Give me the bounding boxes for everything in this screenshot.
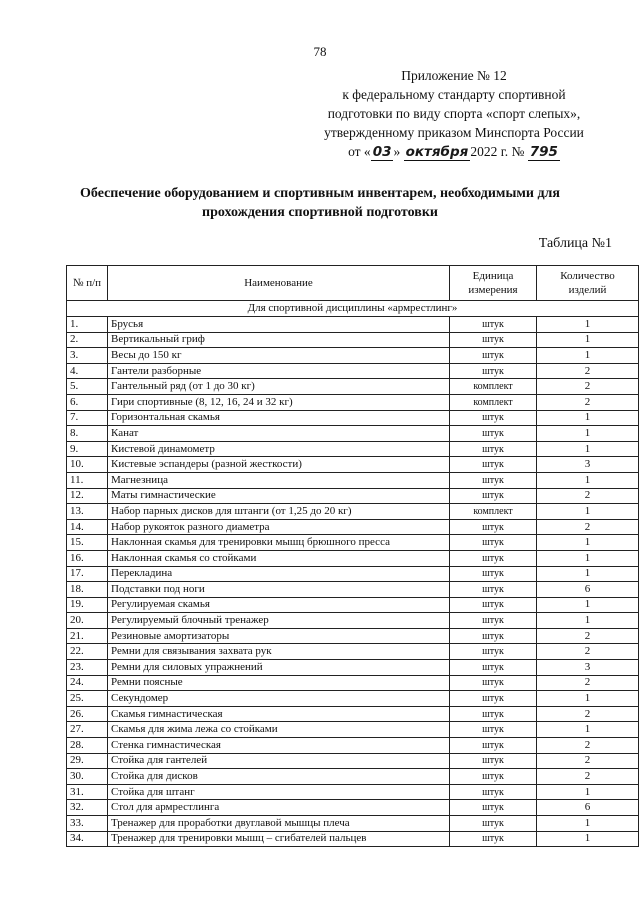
- row-quantity: 2: [537, 675, 639, 691]
- row-name: Гантели разборные: [108, 363, 450, 379]
- row-unit: штук: [450, 535, 537, 551]
- row-unit: штук: [450, 317, 537, 333]
- row-name: Подставки под ноги: [108, 582, 450, 598]
- table-row: [67, 394, 639, 410]
- row-quantity: 1: [537, 317, 639, 333]
- row-number: 25.: [67, 691, 108, 707]
- order-day: 03: [372, 144, 392, 160]
- table-row: [67, 535, 639, 551]
- row-name: Регулируемый блочный тренажер: [108, 613, 450, 629]
- row-number: 9.: [67, 441, 108, 457]
- appendix-line-2: к федеральному стандарту спортивной: [342, 87, 566, 102]
- table-row: [67, 644, 639, 660]
- row-unit: штук: [450, 706, 537, 722]
- appendix-line-4: утвержденному приказом Минспорта России: [324, 125, 584, 140]
- row-number: 15.: [67, 535, 108, 551]
- appendix-header: [304, 66, 604, 162]
- table-row: [67, 348, 639, 364]
- row-number: 26.: [67, 706, 108, 722]
- row-quantity: 1: [537, 426, 639, 442]
- row-unit: штук: [450, 722, 537, 738]
- row-quantity: 2: [537, 363, 639, 379]
- row-quantity: 1: [537, 784, 639, 800]
- table-row: [67, 597, 639, 613]
- row-unit: комплект: [450, 504, 537, 520]
- row-quantity: 2: [537, 488, 639, 504]
- table-row: [67, 426, 639, 442]
- row-quantity: 3: [537, 660, 639, 676]
- row-name: Резиновые амортизаторы: [108, 628, 450, 644]
- date-prefix: от «: [348, 144, 371, 159]
- row-name: Ремни для силовых упражнений: [108, 660, 450, 676]
- row-quantity: 1: [537, 348, 639, 364]
- header-qty: Количество изделий: [537, 266, 639, 301]
- row-number: 4.: [67, 363, 108, 379]
- row-quantity: 2: [537, 379, 639, 395]
- table-row: [67, 831, 639, 847]
- row-number: 19.: [67, 597, 108, 613]
- row-name: Тренажер для тренировки мышц – сгибателей пальцев: [108, 831, 450, 847]
- row-quantity: 1: [537, 332, 639, 348]
- row-quantity: 1: [537, 831, 639, 847]
- row-unit: штук: [450, 660, 537, 676]
- row-number: 28.: [67, 738, 108, 754]
- table-row: [67, 738, 639, 754]
- row-name: Гири спортивные (8, 12, 16, 24 и 32 кг): [108, 394, 450, 410]
- row-unit: комплект: [450, 379, 537, 395]
- row-unit: штук: [450, 613, 537, 629]
- row-number: 17.: [67, 566, 108, 582]
- row-number: 27.: [67, 722, 108, 738]
- row-name: Маты гимнастические: [108, 488, 450, 504]
- row-name: Регулируемая скамья: [108, 597, 450, 613]
- table-row: [67, 675, 639, 691]
- row-name: Наклонная скамья со стойками: [108, 550, 450, 566]
- row-name: Стойка для штанг: [108, 784, 450, 800]
- table-row: [67, 582, 639, 598]
- row-quantity: 1: [537, 410, 639, 426]
- row-name: Перекладина: [108, 566, 450, 582]
- row-number: 30.: [67, 769, 108, 785]
- row-number: 3.: [67, 348, 108, 364]
- row-name: Скамья гимнастическая: [108, 706, 450, 722]
- row-name: Вертикальный гриф: [108, 332, 450, 348]
- row-unit: штук: [450, 691, 537, 707]
- row-unit: штук: [450, 519, 537, 535]
- order-month: октября: [405, 144, 469, 160]
- row-name: Скамья для жима лежа со стойками: [108, 722, 450, 738]
- row-number: 16.: [67, 550, 108, 566]
- row-quantity: 2: [537, 628, 639, 644]
- row-unit: штук: [450, 348, 537, 364]
- table-row: [67, 332, 639, 348]
- row-quantity: 2: [537, 738, 639, 754]
- row-unit: штук: [450, 753, 537, 769]
- row-number: 21.: [67, 628, 108, 644]
- row-number: 13.: [67, 504, 108, 520]
- row-quantity: 1: [537, 550, 639, 566]
- row-unit: штук: [450, 816, 537, 832]
- row-quantity: 1: [537, 691, 639, 707]
- row-name: Кистевой динамометр: [108, 441, 450, 457]
- table-row: [67, 379, 639, 395]
- row-quantity: 2: [537, 769, 639, 785]
- document-title: Обеспечение оборудованием и спортивным инвентарем, необходимыми для прохождения спортивной подготовки: [80, 186, 560, 220]
- table-row: [67, 722, 639, 738]
- order-number: 795: [529, 144, 558, 160]
- row-unit: штук: [450, 769, 537, 785]
- row-name: Стойка для дисков: [108, 769, 450, 785]
- table-row: [67, 706, 639, 722]
- row-name: Ремни поясные: [108, 675, 450, 691]
- row-unit: штук: [450, 550, 537, 566]
- row-number: 34.: [67, 831, 108, 847]
- table-row: [67, 769, 639, 785]
- row-unit: штук: [450, 738, 537, 754]
- header-name: Наименование: [108, 266, 450, 301]
- row-unit: штук: [450, 597, 537, 613]
- discipline-row: [67, 301, 639, 317]
- row-number: 20.: [67, 613, 108, 629]
- order-year: 2022 г. №: [470, 144, 525, 159]
- row-quantity: 1: [537, 816, 639, 832]
- row-number: 14.: [67, 519, 108, 535]
- table-row: [67, 800, 639, 816]
- appendix-line-1: Приложение № 12: [401, 68, 507, 83]
- table-label: Таблица №1: [538, 236, 612, 251]
- row-quantity: 1: [537, 504, 639, 520]
- row-unit: штук: [450, 441, 537, 457]
- row-number: 7.: [67, 410, 108, 426]
- row-quantity: 2: [537, 644, 639, 660]
- row-number: 8.: [67, 426, 108, 442]
- table-row: [67, 457, 639, 473]
- row-number: 12.: [67, 488, 108, 504]
- row-quantity: 1: [537, 566, 639, 582]
- row-quantity: 6: [537, 582, 639, 598]
- row-number: 6.: [67, 394, 108, 410]
- discipline-label: Для спортивной дисциплины «армрестлинг»: [67, 301, 639, 317]
- row-unit: штук: [450, 831, 537, 847]
- row-number: 23.: [67, 660, 108, 676]
- row-name: Гантельный ряд (от 1 до 30 кг): [108, 379, 450, 395]
- row-name: Брусья: [108, 317, 450, 333]
- row-unit: штук: [450, 363, 537, 379]
- table-row: [67, 504, 639, 520]
- equipment-table: [66, 265, 639, 847]
- row-number: 2.: [67, 332, 108, 348]
- row-name: Тренажер для проработки двуглавой мышцы плеча: [108, 816, 450, 832]
- row-quantity: 2: [537, 753, 639, 769]
- row-name: Стенка гимнастическая: [108, 738, 450, 754]
- row-number: 22.: [67, 644, 108, 660]
- row-number: 24.: [67, 675, 108, 691]
- table-row: [67, 363, 639, 379]
- row-number: 32.: [67, 800, 108, 816]
- table-row: [67, 472, 639, 488]
- row-unit: штук: [450, 582, 537, 598]
- row-number: 1.: [67, 317, 108, 333]
- row-name: Наклонная скамья для тренировки мышц брюшного пресса: [108, 535, 450, 551]
- row-quantity: 1: [537, 613, 639, 629]
- row-unit: штук: [450, 457, 537, 473]
- row-name: Весы до 150 кг: [108, 348, 450, 364]
- row-number: 10.: [67, 457, 108, 473]
- row-unit: штук: [450, 628, 537, 644]
- table-row: [67, 488, 639, 504]
- row-name: Кистевые эспандеры (разной жесткости): [108, 457, 450, 473]
- row-name: Набор парных дисков для штанги (от 1,25 до 20 кг): [108, 504, 450, 520]
- row-quantity: 1: [537, 535, 639, 551]
- row-number: 31.: [67, 784, 108, 800]
- order-date-line: [304, 142, 604, 162]
- table-row: [67, 519, 639, 535]
- header-no: № п/п: [67, 266, 108, 301]
- row-name: Стол для армрестлинга: [108, 800, 450, 816]
- page-number: 78: [313, 44, 327, 59]
- table-row: [67, 628, 639, 644]
- row-name: Набор рукояток разного диаметра: [108, 519, 450, 535]
- row-unit: штук: [450, 800, 537, 816]
- row-number: 18.: [67, 582, 108, 598]
- row-name: Ремни для связывания захвата рук: [108, 644, 450, 660]
- row-quantity: 2: [537, 706, 639, 722]
- header-unit: Единица измерения: [450, 266, 537, 301]
- table-row: [67, 410, 639, 426]
- row-unit: штук: [450, 488, 537, 504]
- appendix-line-3: подготовки по виду спорта «спорт слепых»,: [327, 106, 581, 121]
- row-unit: штук: [450, 566, 537, 582]
- row-name: Магнезница: [108, 472, 450, 488]
- row-quantity: 1: [537, 722, 639, 738]
- table-row: [67, 753, 639, 769]
- table-row: [67, 441, 639, 457]
- row-number: 29.: [67, 753, 108, 769]
- table-row: [67, 784, 639, 800]
- row-quantity: 1: [537, 472, 639, 488]
- row-unit: штук: [450, 472, 537, 488]
- table-row: [67, 691, 639, 707]
- row-unit: штук: [450, 426, 537, 442]
- row-name: Стойка для гантелей: [108, 753, 450, 769]
- row-unit: штук: [450, 410, 537, 426]
- row-quantity: 2: [537, 519, 639, 535]
- row-unit: штук: [450, 332, 537, 348]
- row-quantity: 6: [537, 800, 639, 816]
- table-row: [67, 613, 639, 629]
- table-row: [67, 317, 639, 333]
- row-name: Горизонтальная скамья: [108, 410, 450, 426]
- table-row: [67, 660, 639, 676]
- row-number: 5.: [67, 379, 108, 395]
- table-row: [67, 566, 639, 582]
- row-quantity: 1: [537, 597, 639, 613]
- table-row: [67, 816, 639, 832]
- row-name: Канат: [108, 426, 450, 442]
- row-quantity: 3: [537, 457, 639, 473]
- row-quantity: 2: [537, 394, 639, 410]
- row-number: 11.: [67, 472, 108, 488]
- table-row: [67, 550, 639, 566]
- row-unit: комплект: [450, 394, 537, 410]
- row-unit: штук: [450, 644, 537, 660]
- row-unit: штук: [450, 675, 537, 691]
- date-mid: »: [393, 144, 401, 159]
- row-name: Секундомер: [108, 691, 450, 707]
- row-unit: штук: [450, 784, 537, 800]
- row-number: 33.: [67, 816, 108, 832]
- table-header-row: [67, 266, 639, 301]
- row-quantity: 1: [537, 441, 639, 457]
